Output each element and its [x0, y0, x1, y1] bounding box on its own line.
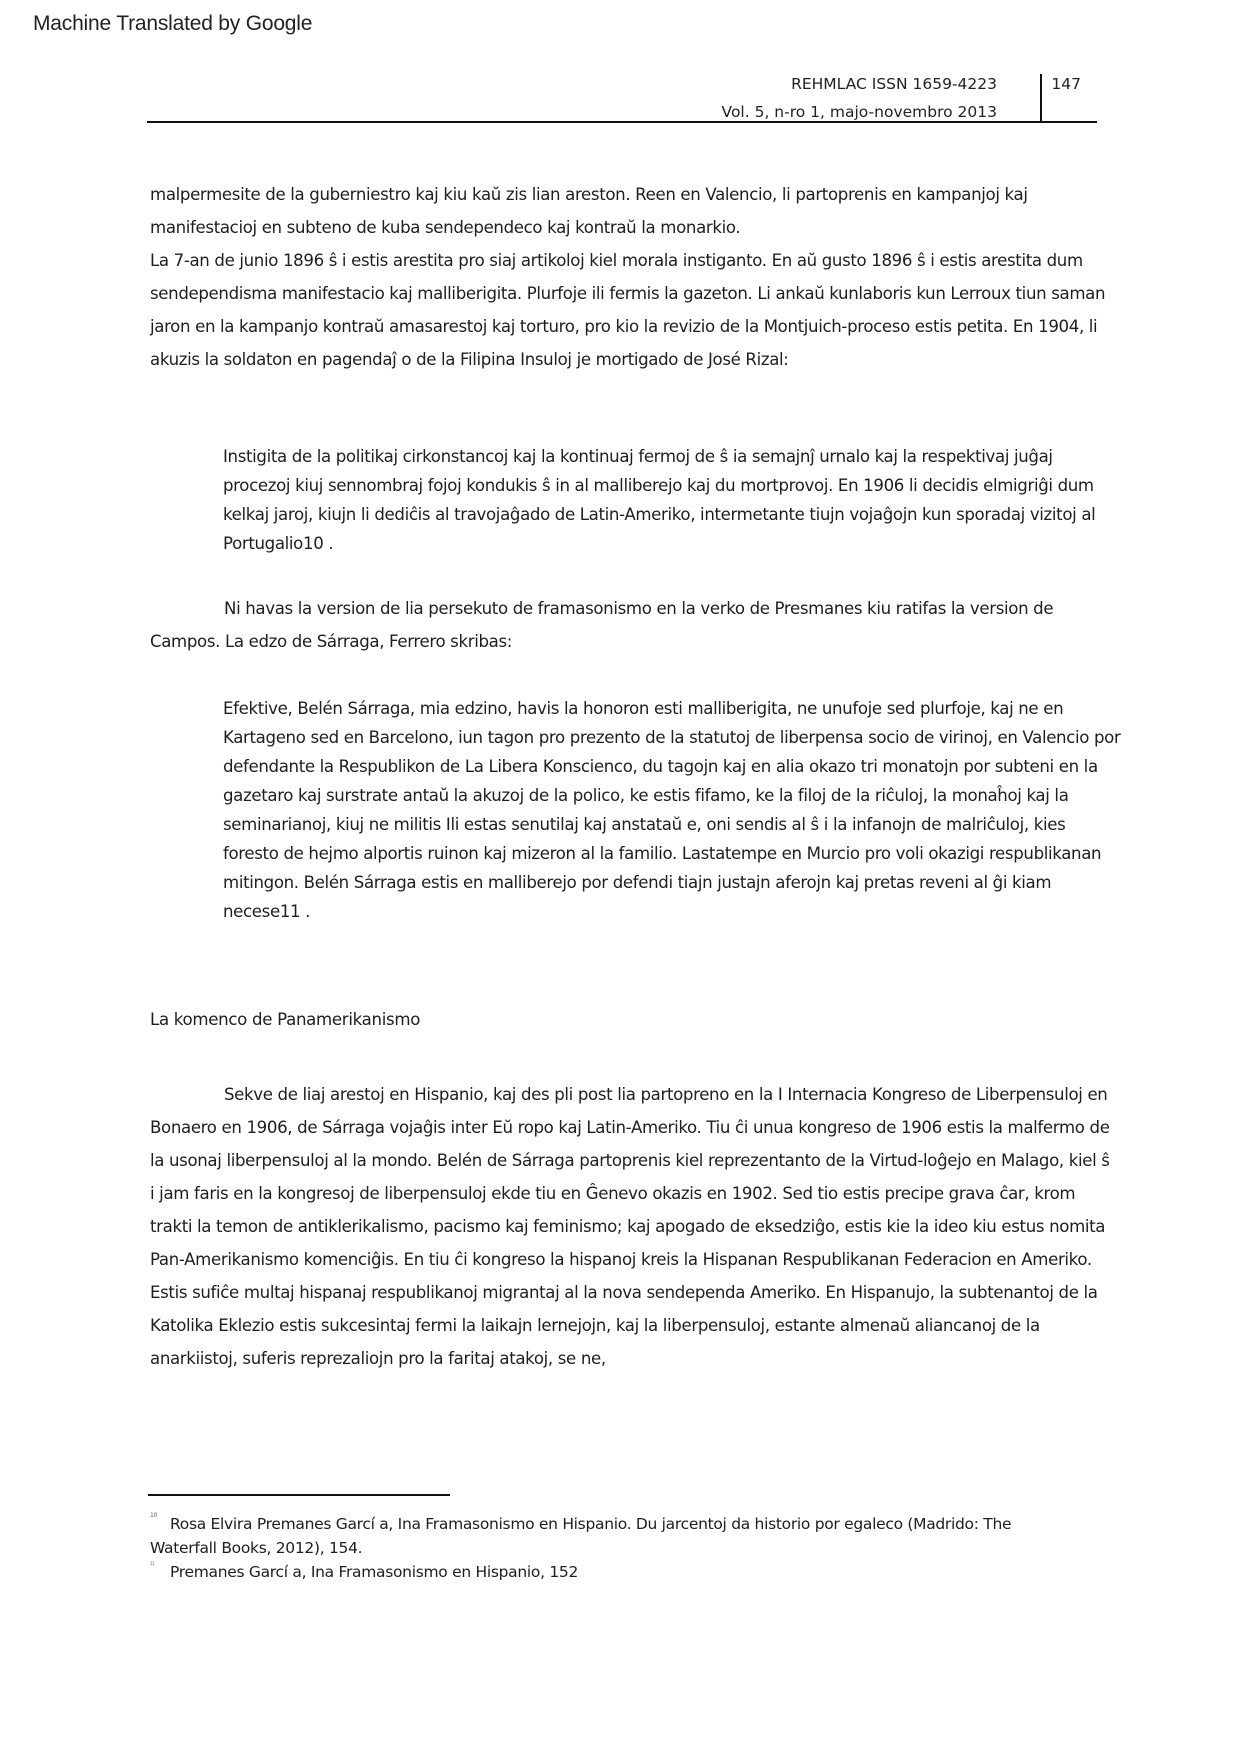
header-divider — [1040, 74, 1042, 122]
body-paragraph-bottom — [150, 1078, 1110, 1375]
page-number: 147 — [1051, 75, 1081, 93]
body-paragraphs-top — [150, 178, 1110, 376]
header-rule — [147, 121, 1097, 123]
footnote-text: Premanes Garcí a, Ina Framasonismo en Hispanio, 152 — [170, 1563, 579, 1581]
body-paragraph-middle — [150, 592, 1110, 658]
section-heading: La komenco de Panamerikanismo — [150, 1010, 421, 1029]
journal-volume: Vol. 5, n-ro 1, majo-novembro 2013 — [721, 103, 997, 121]
footnotes — [150, 1512, 1050, 1584]
page-header — [147, 70, 1097, 122]
footnote-10 — [150, 1512, 1050, 1560]
paragraph-arrests: La 7-an de junio 1896 ŝ i estis arestita pro siaj artikoloj kiel morala instiganto. En aŭ gusto 1896 ŝ i estis arestita dum sendependisma manifestacio kaj malliberigita. Plurfoje ili fermis la gazeton. Li ankaŭ kunlaboris kun Lerroux tiun saman jaron en la kampanjo kontraŭ amasarestoj kaj torturo, pro kio la revizio de la Montjuich-proceso estis petita. En 1904, li akuzis la soldaton en pagendaĵ o de la Filipina Insuloj je mortigado de José Rizal: — [150, 251, 1106, 369]
paragraph-continuation: malpermesite de la guberniestro kaj kiu kaŭ zis lian areston. Reen en Valencio, li partoprenis en kampanjoj kaj manifestacioj en subteno de kuba sendependeco kaj kontraŭ la monarkio. — [150, 185, 1028, 237]
footnote-marker: 11 — [150, 1561, 155, 1566]
paragraph-panamerikanismo: Sekve de liaj arestoj en Hispanio, kaj des pli post lia partopreno en la I Internacia Kongreso de Liberpensuloj en Bonaero en 1906, de Sárraga vojaĝis inter Eŭ ropo kaj Latin-Ameriko. Tiu ĉi unua kongreso de 1906 estis la malfermo de la usonaj liberpensuloj al la mondo. Belén de Sárraga partoprenis kiel reprezentanto de la Virtud-loĝejo en Malago, kiel ŝ i jam faris en la kongresoj de liberpensuloj ekde tiu en Ĝenevo okazis en 1902. Sed tio estis precipe grava ĉar, krom trakti la temon de antiklerikalismo, pacismo kaj feminismo; kaj apogado de eksedziĝo, estis kie la ideo kiu estus nomita Pan-Amerikanismo komenciĝis. En tiu ĉi kongreso la hispanoj kreis la Hispanan Respublikanan Federacion en Ameriko. Estis sufiĉe multaj hispanaj respublikanoj migrantaj al la nova sendependa Ameriko. En Hispanujo, la subtenantoj de la Katolika Eklezio estis sukcesintaj fermi la laikajn lernejojn, kaj la liberpensuloj, estante almenaŭ aliancanoj de la anarkiistoj, suferis reprezaliojn pro la faritaj atakoj, se ne, — [150, 1085, 1110, 1368]
machine-translated-banner: Machine Translated by Google — [33, 12, 313, 35]
footnote-separator — [148, 1494, 450, 1496]
block-quote-1: Instigita de la politikaj cirkonstancoj kaj la kontinuaj fermoj de ŝ ia semajnĵ urnalo kaj la respektivaj juĝaj procezoj kiuj sennombraj fojoj kondukis ŝ in al malliberejo kaj du mortprovoj. En 1906 li decidis elmigriĝi dum kelkaj jaroj, kiujn li dediĉis al travojaĝado de Latin-Ameriko, intermetante tiujn vojaĝojn kun sporadaj vizitoj al Portugalio10 . — [223, 447, 1096, 553]
journal-issn: REHMLAC ISSN 1659-4223 — [791, 75, 997, 93]
footnote-text: Rosa Elvira Premanes Garcí a, Ina Framasonismo en Hispanio. Du jarcentoj da historio por egaleco (Madrido: The Waterfall Books, 2012), 154. — [150, 1515, 1012, 1557]
block-quote-2: Efektive, Belén Sárraga, mia edzino, havis la honoron esti malliberigita, ne unufoje sed plurfoje, kaj ne en Kartageno sed en Barcelono, iun tagon pro prezento de la statutoj de liberpensa socio de virinoj, en Valencio por defendante la Respublikon de La Libera Konscienco, du tagojn kaj en alia okazo tri monatojn por subteni en la gazetaro kaj surstrate antaŭ la akuzoj de la polico, ke estis fifamo, ke la filoj de la riĉuloj, la monaĥoj kaj la seminarianoj, kiuj ne militis Ili estas senutilaj kaj anstataŭ e, oni sendis al ŝ i la infanojn de malriĉuloj, kies foresto de hejmo alportis ruinon kaj mizeron al la familio. Lastatempe en Murcio pro voli okazigi respublikanan mitingon. Belén Sárraga estis en malliberejo por defendi tiajn justajn aferojn kaj pretas reveni al ĝi kiam necese11 . — [223, 699, 1121, 921]
paragraph-presmanes: Ni havas la version de lia persekuto de framasonismo en la verko de Presmanes kiu ratifas la version de Campos. La edzo de Sárraga, Ferrero skribas: — [150, 599, 1054, 651]
footnote-11 — [150, 1560, 1050, 1584]
footnote-marker: 10 — [150, 1512, 158, 1519]
